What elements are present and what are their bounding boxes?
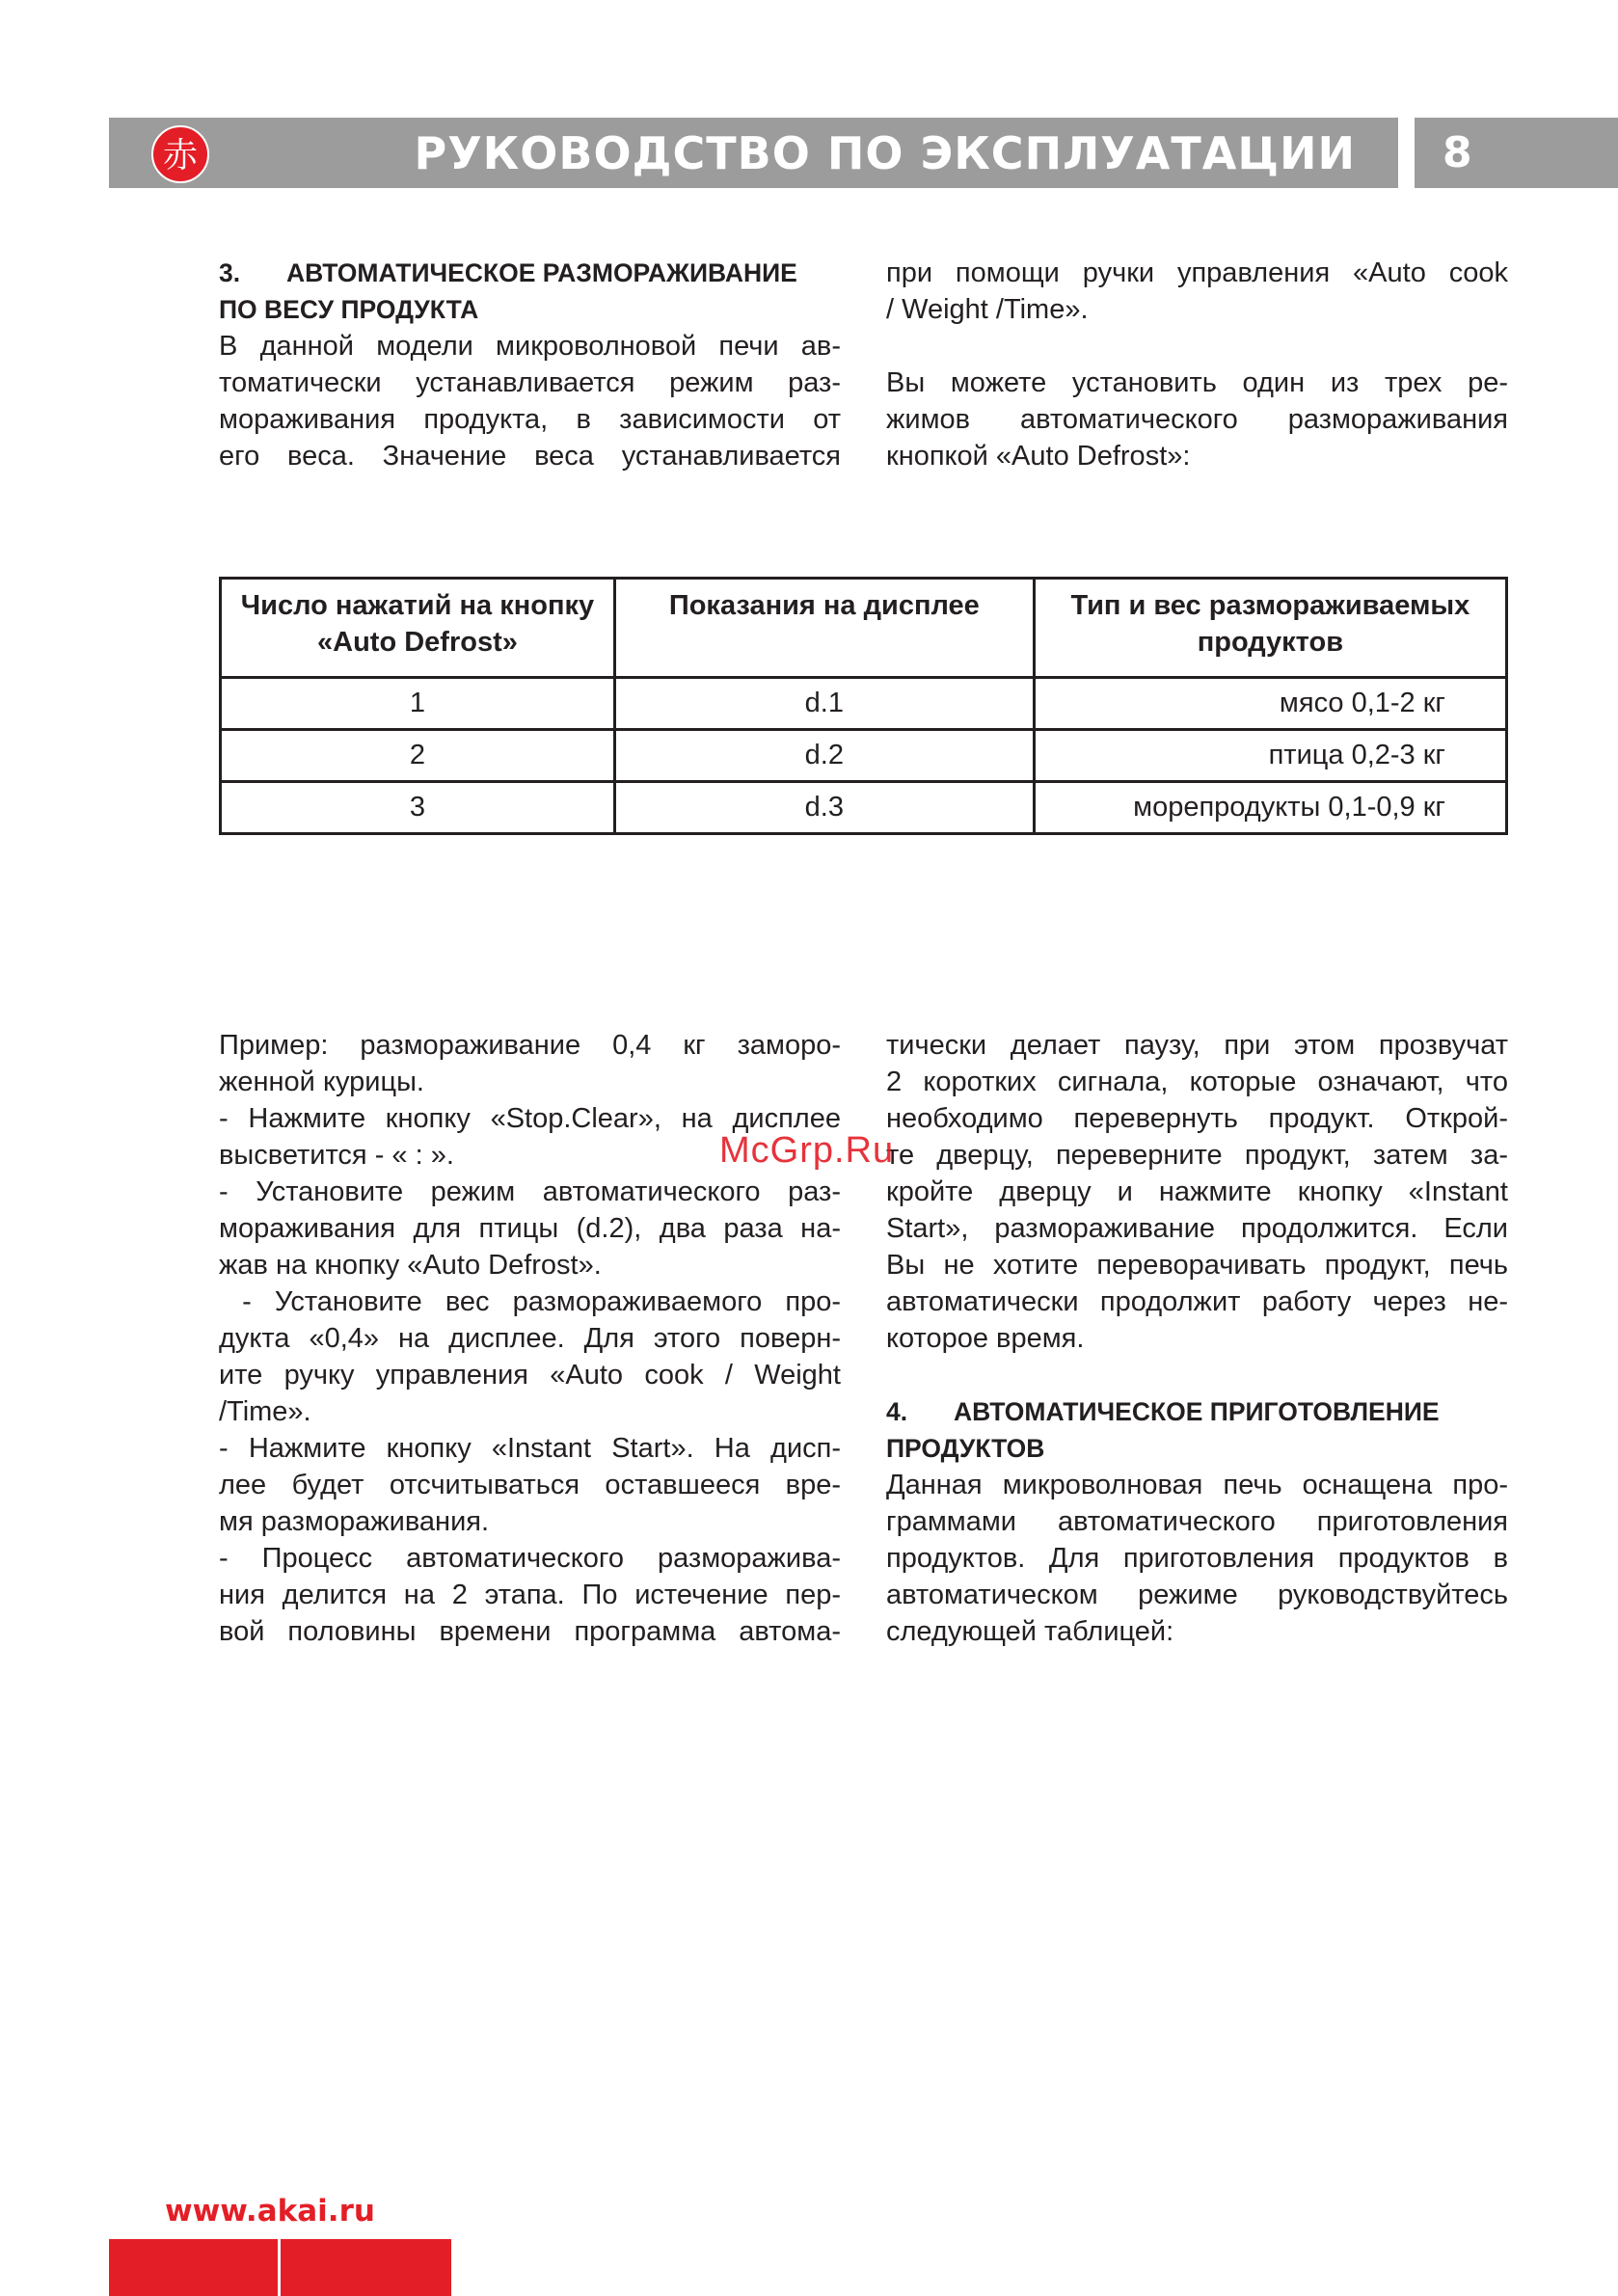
body-line: - Процесс автоматического разморажива-	[219, 1543, 841, 1574]
footer-url[interactable]: www.akai.ru	[165, 2194, 375, 2228]
body-line: высветится - « : ».	[219, 1140, 454, 1171]
body-line: автоматическом режиме руководствуйтесь	[886, 1580, 1508, 1610]
table-cell-presses: 2	[221, 730, 615, 782]
body-line: В данной модели микроволновой печи ав-	[219, 331, 841, 362]
body-line: необходимо перевернуть продукт. Открой-	[886, 1103, 1508, 1134]
section-3-column-left	[219, 255, 841, 474]
body-line: женной курицы.	[219, 1067, 424, 1097]
body-line: мораживания продукта, в зависимости от	[219, 404, 841, 435]
page-number: 8	[1443, 128, 1472, 177]
table-header-row	[221, 579, 1507, 678]
body-line: Данная микроволновая печь оснащена про-	[886, 1470, 1508, 1500]
body-line: томатически устанавливается режим раз-	[219, 367, 841, 398]
body-line: которое время.	[886, 1323, 1085, 1354]
body-line: вой половины времени программа автома-	[219, 1616, 841, 1647]
table-cell-presses: 3	[221, 782, 615, 834]
body-line: Start», размораживание продолжится. Если	[886, 1213, 1508, 1244]
table-cell-display: d.1	[614, 678, 1034, 730]
table-cell-product: птица 0,2-3 кг	[1034, 730, 1506, 782]
body-line: кнопкой «Auto Defrost»:	[886, 441, 1191, 472]
section-3-heading-line1: АВТОМАТИЧЕСКОЕ РАЗМОРАЖИВАНИЕ	[286, 258, 797, 287]
body-line: жимов автоматического размораживания	[886, 404, 1508, 435]
body-line: тически делает паузу, при этом прозвучат	[886, 1030, 1508, 1061]
table-cell-display: d.2	[614, 730, 1034, 782]
table-cell-presses: 1	[221, 678, 615, 730]
section-4-number: 4.	[886, 1397, 908, 1426]
body-line: кройте дверцу и нажмите кнопку «Instant	[886, 1176, 1508, 1207]
body-line: ния делится на 2 этапа. По истечение пер-	[219, 1580, 841, 1610]
body-line: следующей таблицей:	[886, 1616, 1174, 1647]
body-line: при помощи ручки управления «Auto cook	[886, 257, 1508, 288]
table-row	[221, 782, 1507, 834]
body-line: автоматически продолжит работу через не-	[886, 1286, 1508, 1317]
section-4-heading-line1: АВТОМАТИЧЕСКОЕ ПРИГОТОВЛЕНИЕ	[954, 1397, 1440, 1426]
akai-logo-icon: 赤	[151, 125, 209, 183]
body-line: лее будет отсчитываться оставшееся вре-	[219, 1470, 841, 1500]
body-line: мораживания для птицы (d.2), два раза на-	[219, 1213, 841, 1244]
body-line: ите ручку управления «Auto cook / Weight	[219, 1360, 841, 1391]
table-cell-product: морепродукты 0,1-0,9 кг	[1034, 782, 1506, 834]
table-header-product: Тип и вес размораживаемых продуктов	[1034, 579, 1506, 678]
body-line: - Установите вес размораживаемого про-	[219, 1286, 841, 1317]
body-line: жав на кнопку «Auto Defrost».	[219, 1250, 602, 1281]
footer-divider	[278, 2239, 281, 2296]
table-cell-display: d.3	[614, 782, 1034, 834]
body-line: Пример: размораживание 0,4 кг заморо-	[219, 1030, 841, 1061]
section-3-heading	[219, 255, 841, 328]
body-line: - Установите режим автоматического раз-	[219, 1176, 841, 1207]
page-title: РУКОВОДСТВО ПО ЭКСПЛУАТАЦИИ	[414, 127, 1356, 179]
section-3-heading-line2: ПО ВЕСУ ПРОДУКТА	[219, 295, 479, 324]
body-line: продуктов. Для приготовления продуктов в	[886, 1543, 1508, 1574]
table-row	[221, 678, 1507, 730]
example-column-right	[886, 1027, 1508, 1650]
body-line: Вы можете установить один из трех ре-	[886, 367, 1508, 398]
body-line: /Time».	[219, 1396, 311, 1427]
body-line: - Нажмите кнопку «Stop.Clear», на дисплее	[219, 1103, 841, 1134]
body-line: мя размораживания.	[219, 1506, 490, 1537]
body-line: 2 коротких сигнала, которые означают, что	[886, 1067, 1508, 1097]
section-3-column-right	[886, 255, 1508, 474]
table-row	[221, 730, 1507, 782]
table-header-display: Показания на дисплее	[614, 579, 1034, 678]
table-cell-product: мясо 0,1-2 кг	[1034, 678, 1506, 730]
body-line: дукта «0,4» на дисплее. Для этого поверн-	[219, 1323, 841, 1354]
watermark: McGrp.Ru	[719, 1130, 895, 1171]
body-line: граммами автоматического приготовления	[886, 1506, 1508, 1537]
body-line: - Нажмите кнопку «Instant Start». На дисп-	[219, 1433, 841, 1464]
auto-defrost-table	[219, 577, 1508, 835]
example-column-left	[219, 1027, 841, 1650]
body-line: Вы не хотите переворачивать продукт, печь	[886, 1250, 1508, 1281]
body-line: / Weight /Time».	[886, 294, 1089, 325]
body-line: те дверцу, переверните продукт, затем за-	[886, 1140, 1508, 1171]
table-header-presses: Число нажатий на кнопку «Auto Defrost»	[221, 579, 615, 678]
section-3-number: 3.	[219, 258, 241, 287]
section-4-heading-line2: ПРОДУКТОВ	[886, 1434, 1045, 1463]
body-line: его веса. Значение веса устанавливается	[219, 441, 841, 472]
section-4-heading	[886, 1393, 1508, 1467]
